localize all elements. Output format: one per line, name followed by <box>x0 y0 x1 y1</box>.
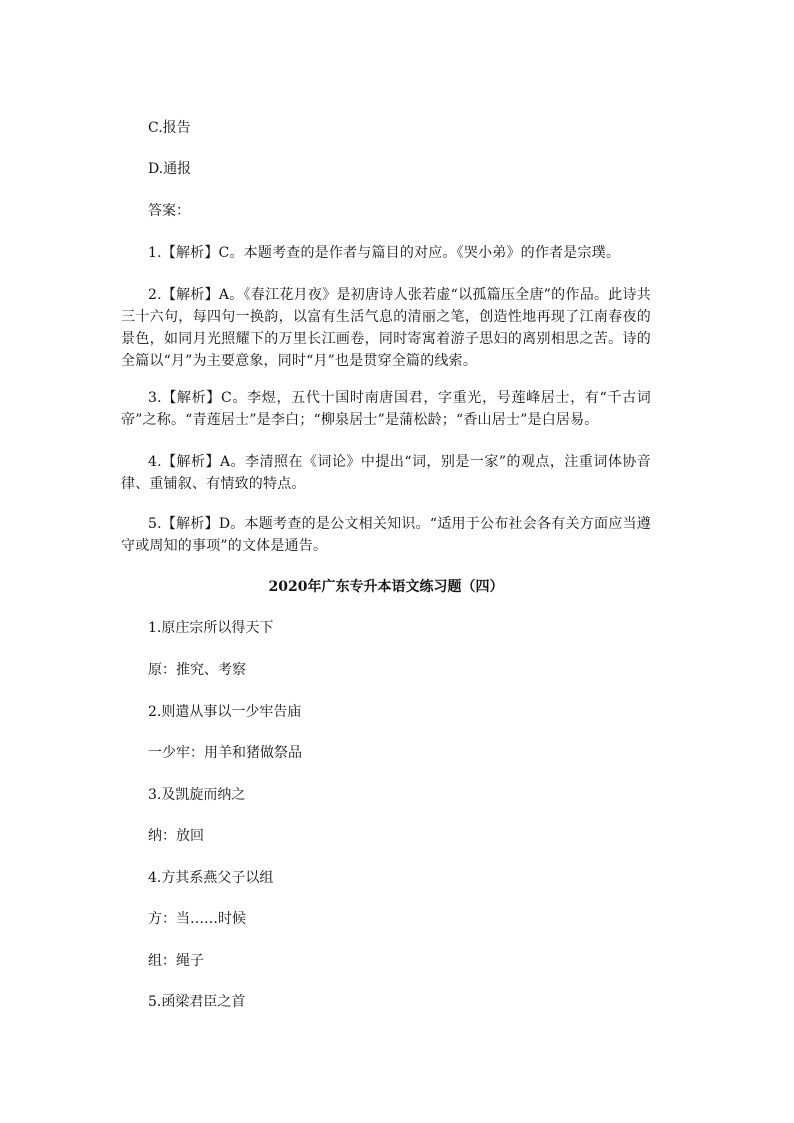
analysis-2: 2.【解析】A。《春江花月夜》是初唐诗人张若虚“以孤篇压全唐”的作品。此诗共三十六句，每四句一换韵，以富有生活气息的清丽之笔，创造性地再现了江南春夜的景色，如同月光照耀下的万里长江画卷，同时寄寓着游子思妇的离别相思之苦。诗的全篇以“月”为主要意象，同时“月”也是贯穿全篇的线索。 <box>121 287 651 369</box>
option-d: D.通报 <box>148 161 192 177</box>
exercise-line-5: 3.及凯旋而纳之 <box>148 787 246 803</box>
exercise-line-8: 方：当……时候 <box>148 911 246 927</box>
exercise-line-4: 一少牢：用羊和猪做祭品 <box>148 745 302 761</box>
answers-label: 答案： <box>148 203 190 219</box>
exercise-line-7: 4.方其系燕父子以组 <box>148 870 274 886</box>
analysis-1: 1.【解析】C。本题考查的是作者与篇目的对应。《哭小弟》的作者是宗璞。 <box>148 245 621 261</box>
analysis-4: 4.【解析】A。李清照在《词论》中提出“词，别是一家”的观点，注重词体协音律、重铺叙、有情致的特点。 <box>121 454 651 492</box>
exercise-line-2: 原：推究、考察 <box>148 662 246 678</box>
exercise-line-3: 2.则遣从事以一少牢告庙 <box>148 704 302 720</box>
analysis-5: 5.【解析】D。本题考查的是公文相关知识。“适用于公布社会各有关方面应当遵守或周知的事项”的文体是通告。 <box>121 516 651 554</box>
analysis-3: 3.【解析】C。李煜，五代十国时南唐国君，字重光，号莲峰居士，有“千古词帝”之称。“青莲居士”是李白；“柳泉居士”是蒲松龄；“香山居士”是白居易。 <box>121 390 651 428</box>
option-c: C.报告 <box>148 120 191 136</box>
section-title: 2020年广东专升本语文练习题（四） <box>268 579 504 595</box>
exercise-line-9: 组：绳子 <box>148 953 204 969</box>
exercise-line-6: 纳：放回 <box>148 828 204 844</box>
exercise-line-10: 5.函梁君臣之首 <box>148 994 246 1010</box>
exercise-line-1: 1.原庄宗所以得天下 <box>148 620 274 636</box>
